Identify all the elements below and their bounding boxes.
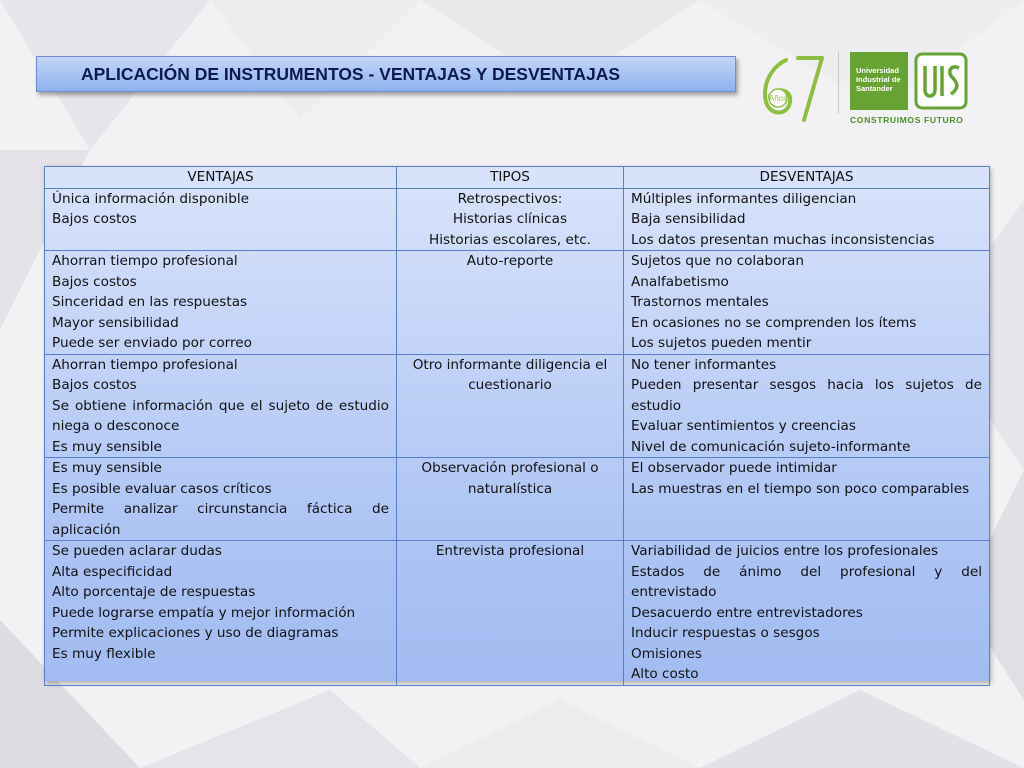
ventaja-item: Es muy sensible — [52, 460, 162, 476]
ventaja-item: Es muy sensible — [52, 438, 162, 455]
ventaja-item: Se pueden aclarar dudas — [52, 543, 222, 559]
header-ventajas: VENTAJAS — [45, 167, 397, 189]
desventaja-item: El observador puede intimidar — [631, 460, 837, 476]
slide-title-bar — [36, 56, 736, 92]
desventaja-item: Sujetos que no colaboran — [631, 253, 804, 269]
tipo-item: Observación profesional o naturalística — [421, 460, 599, 497]
desventaja-item: Evaluar sentimientos y creencias — [631, 418, 856, 434]
desventajas-cell — [624, 251, 990, 355]
university-name-line-1: Universidad — [856, 66, 899, 75]
desventaja-item: Nivel de comunicación sujeto-informante — [631, 438, 911, 455]
ventajas-cell — [45, 458, 397, 541]
desventaja-item: Alto costo — [631, 666, 699, 682]
table-row — [45, 541, 990, 686]
ventaja-item: Bajos costos — [52, 377, 137, 393]
desventaja-item: Variabilidad de juicios entre los profesionales — [631, 543, 939, 559]
desventaja-item: Los sujetos pueden mentir — [631, 335, 812, 351]
tipo-item: Historias clínicas — [452, 211, 568, 227]
logo-divider — [838, 52, 839, 114]
slide-title: APLICACIÓN DE INSTRUMENTOS - VENTAJAS Y DESVENTAJAS — [81, 64, 621, 84]
tipo-cell — [397, 251, 624, 355]
ventaja-item: Bajos costos — [52, 211, 137, 227]
desventajas-cell — [624, 541, 990, 686]
university-motto: CONSTRUIMOS FUTURO — [850, 115, 964, 125]
table-row — [45, 354, 990, 458]
instruments-comparison-table — [44, 166, 990, 686]
ventaja-item: Mayor sensibilidad — [52, 314, 179, 331]
desventaja-item: Estados de ánimo del profesional y del entrevistado — [631, 563, 982, 600]
ventaja-item: Ahorran tiempo profesional — [52, 253, 238, 269]
table-row — [45, 251, 990, 355]
university-name-box — [850, 52, 908, 110]
ventajas-cell — [45, 541, 397, 686]
desventaja-item: Múltiples informantes diligencian — [631, 190, 857, 207]
desventaja-item: No tener informantes — [631, 356, 777, 373]
ventaja-item: Alta especificidad — [52, 563, 173, 580]
logo-area — [756, 46, 976, 130]
ventaja-item: Permite analizar circunstancia fáctica de aplicación — [52, 501, 389, 538]
ventaja-item: Puede lograrse empatía y mejor información — [52, 604, 356, 621]
desventaja-item: Desacuerdo entre entrevistadores — [631, 604, 863, 621]
desventaja-item: Los datos presentan muchas inconsistencias — [631, 231, 935, 248]
tipo-item: Retrospectivos: — [457, 190, 563, 207]
desventaja-item: Analfabetismo — [631, 273, 729, 290]
tipo-cell — [397, 458, 624, 541]
tipo-cell — [397, 354, 624, 458]
tipo-cell — [397, 188, 624, 251]
tipo-item: Historias escolares, etc. — [428, 231, 592, 248]
ventaja-item: Alto porcentaje de respuestas — [52, 584, 256, 600]
desventaja-item: En ocasiones no se comprenden los ítems — [631, 314, 917, 331]
anniversary-67-logo — [756, 46, 836, 126]
ventaja-item: Permite explicaciones y uso de diagramas — [52, 625, 339, 641]
desventajas-cell — [624, 458, 990, 541]
table-row — [45, 188, 990, 251]
ventaja-item: Bajos costos — [52, 273, 137, 290]
table-header-row — [45, 167, 990, 189]
ventaja-item: Es muy flexible — [52, 645, 156, 662]
tipo-item: Entrevista profesional — [435, 543, 585, 559]
header-tipos: TIPOS — [397, 167, 624, 189]
header-desventajas: DESVENTAJAS — [624, 167, 990, 189]
ventajas-cell — [45, 354, 397, 458]
desventaja-item: Pueden presentar sesgos hacia los sujetos de estudio — [631, 377, 982, 414]
comparison-table-container — [44, 166, 989, 681]
desventajas-cell — [624, 354, 990, 458]
ventaja-item: Puede ser enviado por correo — [52, 335, 252, 351]
desventajas-cell — [624, 188, 990, 251]
university-name-line-3: Santander — [856, 84, 893, 93]
table-row — [45, 458, 990, 541]
ventaja-item: Ahorran tiempo profesional — [52, 356, 238, 373]
ventajas-cell — [45, 251, 397, 355]
ventaja-item: Es posible evaluar casos críticos — [52, 480, 272, 497]
desventaja-item: Baja sensibilidad — [631, 211, 746, 227]
tipo-item: Auto-reporte — [466, 253, 554, 269]
anniversary-word: Años — [768, 94, 788, 103]
desventaja-item: Las muestras en el tiempo son poco comparables — [631, 480, 970, 497]
ventaja-item: Sinceridad en las respuestas — [52, 294, 248, 310]
ventajas-cell — [45, 188, 397, 251]
uis-logo-mark-icon — [914, 52, 968, 110]
tipo-item: Otro informante diligencia el cuestionario — [412, 356, 608, 393]
desventaja-item: Omisiones — [631, 645, 702, 662]
desventaja-item: Trastornos mentales — [631, 294, 769, 310]
ventaja-item: Se obtiene información que el sujeto de estudio niega o desconoce — [52, 397, 389, 434]
desventaja-item: Inducir respuestas o sesgos — [631, 625, 820, 641]
university-name-line-2: Industrial de — [856, 75, 901, 84]
tipo-cell — [397, 541, 624, 686]
ventaja-item: Única información disponible — [52, 190, 249, 207]
